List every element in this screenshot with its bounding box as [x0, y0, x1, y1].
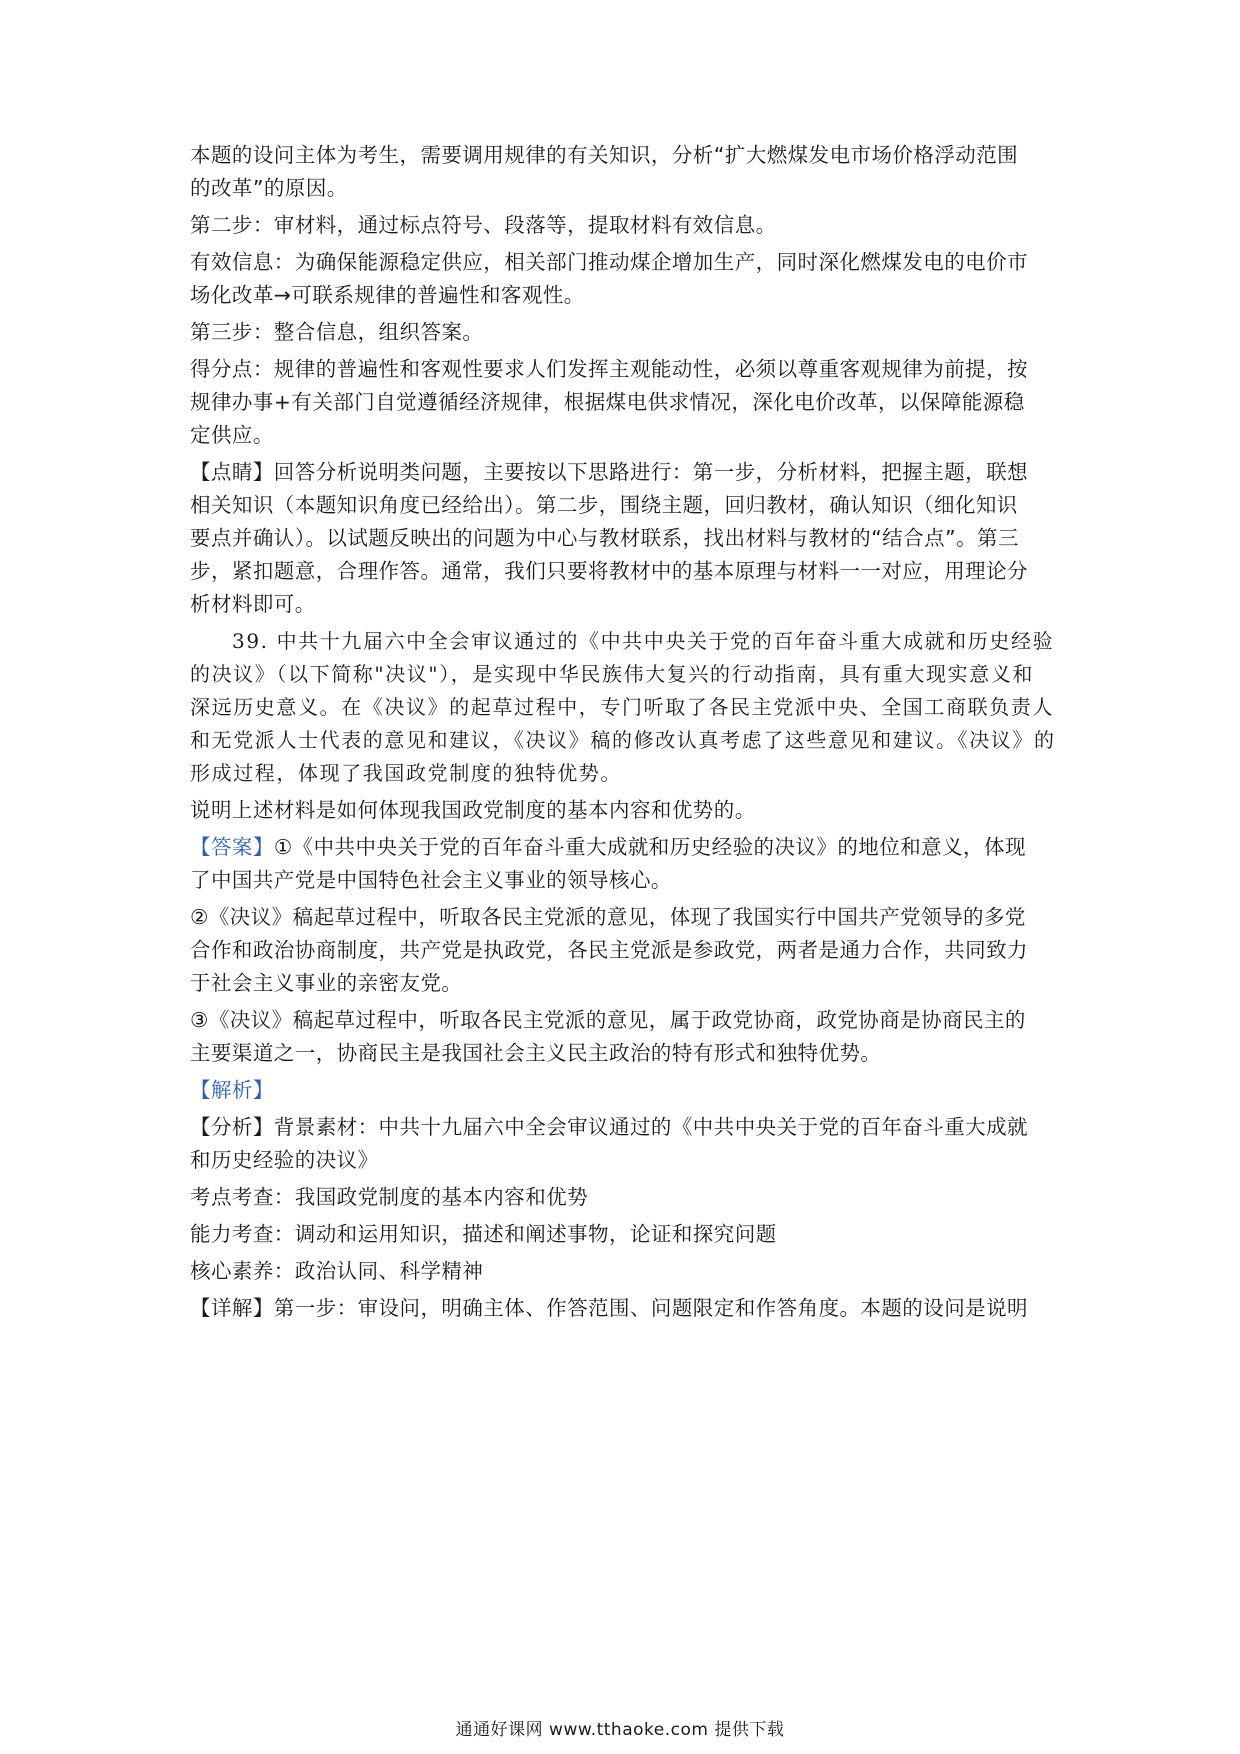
question-line: 和无党派人士代表的意见和建议，《决议》稿的修改认真考虑了这些意见和建议。《决议》的	[190, 728, 1056, 752]
question-line: 的决议》（以下简称"决议"），是实现中华民族伟大复兴的行动指南，具有重大现实意义和	[190, 662, 1034, 686]
question-prompt: 说明上述材料是如何体现我国政党制度的基本内容和优势的。	[190, 798, 756, 822]
analysis-tag: 【解析】	[190, 1078, 274, 1102]
answer-line: 了中国共产党是中国特色社会主义事业的领导核心。	[190, 868, 672, 892]
text-line: 场化改革→可联系规律的普遍性和客观性。	[190, 283, 585, 307]
analysis-line: 【分析】背景素材：中共十九届六中全会审议通过的《中共中央关于党的百年奋斗重大成就	[190, 1115, 1028, 1139]
question-line: 形成过程，体现了我国政党制度的独特优势。	[190, 761, 622, 785]
text-line: 的改革”的原因。	[190, 176, 348, 200]
page-footer: 通通好课网 www.tthaoke.com 提供下载	[455, 1720, 785, 1740]
text-line: 要点并确认）。以试题反映出的问题为中心与教材联系，找出材料与教材的“结合点”。第三	[190, 526, 1019, 550]
text-line: 第二步：审材料，通过标点符号、段落等，提取材料有效信息。	[190, 213, 777, 237]
answer-line: ②《决议》稿起草过程中，听取各民主党派的意见，体现了我国实行中国共产党领导的多党	[190, 905, 1026, 929]
analysis-line: 和历史经验的决议》	[190, 1148, 379, 1172]
question-line: 深远历史意义。在《决议》的起草过程中，专门听取了各民主党派中央、全国工商联负责人	[190, 695, 1054, 719]
question-line: 39. 中共十九届六中全会审议通过的《中共中央关于党的百年奋斗重大成就和历史经验	[232, 629, 1055, 653]
analysis-line: 能力考查：调动和运用知识，描述和阐述事物，论证和探究问题	[190, 1222, 777, 1246]
answer-line	[190, 834, 1060, 861]
text-line: 本题的设问主体为考生，需要调用规律的有关知识，分析“扩大燃煤发电市场价格浮动范围	[190, 143, 1019, 167]
answer-line: ③《决议》稿起草过程中，听取各民主党派的意见，属于政党协商，政党协商是协商民主的	[190, 1008, 1026, 1032]
page-content	[190, 142, 1060, 1332]
text-line: 有效信息：为确保能源稳定供应，相关部门推动煤企增加生产，同时深化燃煤发电的电价市	[190, 250, 1028, 274]
analysis-line: 【详解】第一步：审设问，明确主体、作答范围、问题限定和作答角度。本题的设问是说明	[190, 1296, 1028, 1320]
text-line: 【点睛】回答分析说明类问题，主要按以下思路进行：第一步，分析材料，把握主题，联想	[190, 460, 1028, 484]
answer-line: 合作和政治协商制度，共产党是执政党，各民主党派是参政党，两者是通力合作，共同致力	[190, 938, 1028, 962]
answer-first-text: ①《中共中央关于党的百年奋斗重大成就和历史经验的决议》的地位和意义，体现	[273, 835, 1026, 859]
analysis-line: 考点考查：我国政党制度的基本内容和优势	[190, 1185, 589, 1209]
text-line: 步，紧扣题意，合理作答。通常，我们只要将教材中的基本原理与材料一一对应，用理论分	[190, 559, 1028, 583]
text-line: 第三步：整合信息，组织答案。	[190, 320, 484, 344]
text-line: 定供应。	[190, 423, 274, 447]
answer-tag: 【答案】	[190, 835, 274, 859]
answer-line: 主要渠道之一，协商民主是我国社会主义民主政治的特有形式和独特优势。	[190, 1041, 882, 1065]
answer-line: 于社会主义事业的亲密友党。	[190, 971, 463, 995]
text-line: 相关知识（本题知识角度已经给出）。第二步，围绕主题，回归教材，确认知识（细化知识	[190, 493, 1018, 517]
text-line: 规律办事+有关部门自觉遵循经济规律，根据煤电供求情况，深化电价改革，以保障能源稳	[190, 390, 1025, 414]
text-line: 析材料即可。	[190, 592, 316, 616]
text-line: 得分点：规律的普遍性和客观性要求人们发挥主观能动性，必须以尊重客观规律为前提，按	[190, 357, 1028, 381]
analysis-line: 核心素养：政治认同、科学精神	[190, 1259, 484, 1283]
